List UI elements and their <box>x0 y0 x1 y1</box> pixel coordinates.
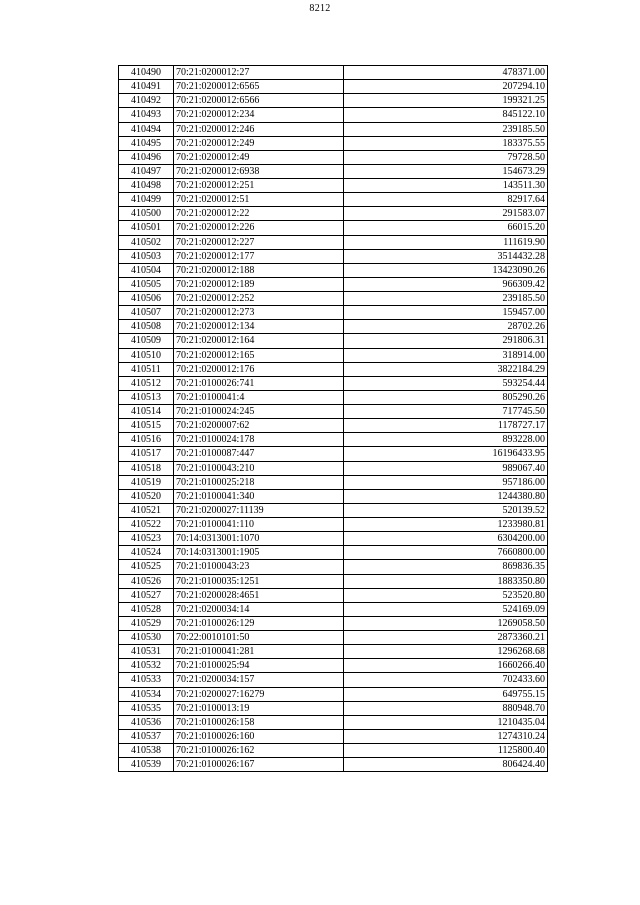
row-number: 410523 <box>119 532 174 546</box>
table-row <box>119 263 548 277</box>
cadastral-value: 207294.10 <box>344 80 548 94</box>
row-number: 410509 <box>119 334 174 348</box>
table-row <box>119 419 548 433</box>
cadastral-number: 70:21:0200012:22 <box>174 207 344 221</box>
row-number: 410536 <box>119 715 174 729</box>
table-row <box>119 475 548 489</box>
cadastral-value: 523520.80 <box>344 588 548 602</box>
cadastral-value: 82917.64 <box>344 193 548 207</box>
cadastral-number: 70:14:0313001:1070 <box>174 532 344 546</box>
cadastral-number: 70:21:0200012:176 <box>174 362 344 376</box>
cadastral-number: 70:21:0100024:178 <box>174 433 344 447</box>
cadastral-value: 239185.50 <box>344 292 548 306</box>
row-number: 410515 <box>119 419 174 433</box>
cadastral-number: 70:21:0200012:164 <box>174 334 344 348</box>
table-row <box>119 405 548 419</box>
row-number: 410503 <box>119 249 174 263</box>
table-row <box>119 334 548 348</box>
row-number: 410513 <box>119 390 174 404</box>
table-row <box>119 221 548 235</box>
cadastral-value: 1883350.80 <box>344 574 548 588</box>
table-row <box>119 320 548 334</box>
table-row <box>119 758 548 772</box>
cadastral-number: 70:21:0200012:273 <box>174 306 344 320</box>
cadastral-number: 70:21:0200012:249 <box>174 136 344 150</box>
cadastral-number: 70:21:0100026:162 <box>174 744 344 758</box>
cadastral-value: 1274310.24 <box>344 729 548 743</box>
cadastral-number: 70:21:0100013:19 <box>174 701 344 715</box>
table-row <box>119 659 548 673</box>
row-number: 410539 <box>119 758 174 772</box>
row-number: 410490 <box>119 66 174 80</box>
cadastral-number: 70:14:0313001:1905 <box>174 546 344 560</box>
cadastral-number: 70:21:0200012:27 <box>174 66 344 80</box>
cadastral-value: 239185.50 <box>344 122 548 136</box>
row-number: 410524 <box>119 546 174 560</box>
cadastral-value: 154673.29 <box>344 164 548 178</box>
row-number: 410492 <box>119 94 174 108</box>
table-row <box>119 376 548 390</box>
cadastral-value: 845122.10 <box>344 108 548 122</box>
row-number: 410506 <box>119 292 174 306</box>
cadastral-number: 70:21:0100026:129 <box>174 616 344 630</box>
table-row <box>119 207 548 221</box>
row-number: 410533 <box>119 673 174 687</box>
cadastral-value: 649755.15 <box>344 687 548 701</box>
row-number: 410501 <box>119 221 174 235</box>
cadastral-number: 70:21:0200012:188 <box>174 263 344 277</box>
cadastral-number: 70:21:0200012:165 <box>174 348 344 362</box>
table-row <box>119 532 548 546</box>
table-row <box>119 729 548 743</box>
cadastral-value: 1244380.80 <box>344 489 548 503</box>
cadastral-number: 70:21:0200012:189 <box>174 277 344 291</box>
row-number: 410520 <box>119 489 174 503</box>
cadastral-number: 70:21:0200027:16279 <box>174 687 344 701</box>
cadastral-value: 291583.07 <box>344 207 548 221</box>
cadastral-number: 70:21:0100041:340 <box>174 489 344 503</box>
row-number: 410494 <box>119 122 174 136</box>
row-number: 410525 <box>119 560 174 574</box>
row-number: 410505 <box>119 277 174 291</box>
cadastral-value: 143511.30 <box>344 179 548 193</box>
table-row <box>119 66 548 80</box>
cadastral-value: 1269058.50 <box>344 616 548 630</box>
cadastral-number: 70:21:0200012:251 <box>174 179 344 193</box>
cadastral-value: 1660266.40 <box>344 659 548 673</box>
cadastral-value: 524169.09 <box>344 602 548 616</box>
row-number: 410510 <box>119 348 174 362</box>
cadastral-value: 593254.44 <box>344 376 548 390</box>
row-number: 410511 <box>119 362 174 376</box>
cadastral-value: 702433.60 <box>344 673 548 687</box>
cadastral-value: 1233980.81 <box>344 518 548 532</box>
table-row <box>119 390 548 404</box>
cadastral-number: 70:21:0200012:6938 <box>174 164 344 178</box>
cadastral-number: 70:21:0200034:157 <box>174 673 344 687</box>
cadastral-number: 70:21:0100026:158 <box>174 715 344 729</box>
row-number: 410514 <box>119 405 174 419</box>
table-row <box>119 461 548 475</box>
cadastral-number: 70:21:0200007:62 <box>174 419 344 433</box>
cadastral-value: 957186.00 <box>344 475 548 489</box>
table-row <box>119 193 548 207</box>
table-row <box>119 744 548 758</box>
cadastral-number: 70:21:0200012:51 <box>174 193 344 207</box>
cadastral-number: 70:21:0100087:447 <box>174 447 344 461</box>
cadastral-value: 717745.50 <box>344 405 548 419</box>
row-number: 410499 <box>119 193 174 207</box>
cadastral-value: 3514432.28 <box>344 249 548 263</box>
cadastral-number: 70:21:0100035:1251 <box>174 574 344 588</box>
row-number: 410504 <box>119 263 174 277</box>
cadastral-number: 70:21:0200012:226 <box>174 221 344 235</box>
cadastral-number: 70:21:0100026:167 <box>174 758 344 772</box>
cadastral-number: 70:21:0100041:110 <box>174 518 344 532</box>
row-number: 410537 <box>119 729 174 743</box>
row-number: 410512 <box>119 376 174 390</box>
cadastral-number: 70:21:0200012:6565 <box>174 80 344 94</box>
cadastral-value: 806424.40 <box>344 758 548 772</box>
cadastral-value: 159457.00 <box>344 306 548 320</box>
cadastral-value: 880948.70 <box>344 701 548 715</box>
cadastral-number: 70:21:0100043:210 <box>174 461 344 475</box>
table-row <box>119 602 548 616</box>
row-number: 410528 <box>119 602 174 616</box>
table-row <box>119 277 548 291</box>
row-number: 410538 <box>119 744 174 758</box>
cadastral-number: 70:21:0200012:134 <box>174 320 344 334</box>
cadastral-number: 70:21:0200028:4651 <box>174 588 344 602</box>
cadastral-value: 16196433.95 <box>344 447 548 461</box>
row-number: 410527 <box>119 588 174 602</box>
cadastral-number: 70:21:0100024:245 <box>174 405 344 419</box>
cadastral-number: 70:21:0200034:14 <box>174 602 344 616</box>
cadastral-value: 869836.35 <box>344 560 548 574</box>
row-number: 410496 <box>119 150 174 164</box>
table-row <box>119 80 548 94</box>
table-row <box>119 306 548 320</box>
table-row <box>119 179 548 193</box>
row-number: 410500 <box>119 207 174 221</box>
cadastral-number: 70:21:0200012:6566 <box>174 94 344 108</box>
row-number: 410517 <box>119 447 174 461</box>
cadastral-number: 70:21:0200027:11139 <box>174 503 344 517</box>
table-row <box>119 235 548 249</box>
row-number: 410508 <box>119 320 174 334</box>
table-row <box>119 122 548 136</box>
row-number: 410491 <box>119 80 174 94</box>
cadastral-value: 805290.26 <box>344 390 548 404</box>
cadastral-value: 1210435.04 <box>344 715 548 729</box>
row-number: 410532 <box>119 659 174 673</box>
cadastral-value: 66015.20 <box>344 221 548 235</box>
table-row <box>119 518 548 532</box>
table-row <box>119 136 548 150</box>
table-row <box>119 348 548 362</box>
table-row <box>119 150 548 164</box>
cadastral-value: 478371.00 <box>344 66 548 80</box>
table-row <box>119 631 548 645</box>
cadastral-value: 989067.40 <box>344 461 548 475</box>
cadastral-value: 28702.26 <box>344 320 548 334</box>
row-number: 410521 <box>119 503 174 517</box>
cadastral-value: 7660800.00 <box>344 546 548 560</box>
row-number: 410522 <box>119 518 174 532</box>
table-row <box>119 164 548 178</box>
cadastral-value: 6304200.00 <box>344 532 548 546</box>
row-number: 410531 <box>119 645 174 659</box>
table-body <box>119 66 548 772</box>
table-row <box>119 447 548 461</box>
cadastral-value: 1178727.17 <box>344 419 548 433</box>
cadastral-number: 70:21:0100041:281 <box>174 645 344 659</box>
row-number: 410507 <box>119 306 174 320</box>
cadastral-value: 318914.00 <box>344 348 548 362</box>
table-row <box>119 560 548 574</box>
row-number: 410530 <box>119 631 174 645</box>
row-number: 410498 <box>119 179 174 193</box>
table-row <box>119 645 548 659</box>
table-row <box>119 701 548 715</box>
cadastral-value: 893228.00 <box>344 433 548 447</box>
row-number: 410518 <box>119 461 174 475</box>
cadastral-number: 70:21:0200012:234 <box>174 108 344 122</box>
cadastral-number: 70:21:0100025:94 <box>174 659 344 673</box>
cadastral-value: 79728.50 <box>344 150 548 164</box>
cadastral-value: 966309.42 <box>344 277 548 291</box>
cadastral-number: 70:21:0100026:160 <box>174 729 344 743</box>
table-row <box>119 687 548 701</box>
table-row <box>119 574 548 588</box>
row-number: 410495 <box>119 136 174 150</box>
cadastral-number: 70:21:0200012:227 <box>174 235 344 249</box>
row-number: 410526 <box>119 574 174 588</box>
page-number: 8212 <box>309 3 331 14</box>
cadastral-value: 1296268.68 <box>344 645 548 659</box>
cadastral-number: 70:21:0200012:177 <box>174 249 344 263</box>
row-number: 410516 <box>119 433 174 447</box>
row-number: 410502 <box>119 235 174 249</box>
cadastral-number: 70:21:0100041:4 <box>174 390 344 404</box>
cadastral-value: 199321.25 <box>344 94 548 108</box>
row-number: 410493 <box>119 108 174 122</box>
cadastral-number: 70:21:0200012:246 <box>174 122 344 136</box>
cadastral-value: 1125800.40 <box>344 744 548 758</box>
table-row <box>119 249 548 263</box>
table-row <box>119 108 548 122</box>
cadastral-number: 70:21:0100043:23 <box>174 560 344 574</box>
table-row <box>119 292 548 306</box>
row-number: 410497 <box>119 164 174 178</box>
cadastral-value: 291806.31 <box>344 334 548 348</box>
table-row <box>119 433 548 447</box>
cadastral-value: 3822184.29 <box>344 362 548 376</box>
cadastral-value-table <box>118 65 548 772</box>
cadastral-number: 70:21:0200012:252 <box>174 292 344 306</box>
cadastral-value: 13423090.26 <box>344 263 548 277</box>
cadastral-value: 520139.52 <box>344 503 548 517</box>
cadastral-number: 70:21:0100025:218 <box>174 475 344 489</box>
row-number: 410534 <box>119 687 174 701</box>
table-row <box>119 715 548 729</box>
cadastral-number: 70:22:0010101:50 <box>174 631 344 645</box>
table-row <box>119 673 548 687</box>
table-row <box>119 489 548 503</box>
table-row <box>119 503 548 517</box>
row-number: 410529 <box>119 616 174 630</box>
cadastral-number: 70:21:0200012:49 <box>174 150 344 164</box>
table-row <box>119 588 548 602</box>
cadastral-number: 70:21:0100026:741 <box>174 376 344 390</box>
cadastral-value: 183375.55 <box>344 136 548 150</box>
cadastral-value: 111619.90 <box>344 235 548 249</box>
table-row <box>119 362 548 376</box>
table-row <box>119 94 548 108</box>
table-row <box>119 546 548 560</box>
table-row <box>119 616 548 630</box>
row-number: 410519 <box>119 475 174 489</box>
cadastral-value: 2873360.21 <box>344 631 548 645</box>
row-number: 410535 <box>119 701 174 715</box>
